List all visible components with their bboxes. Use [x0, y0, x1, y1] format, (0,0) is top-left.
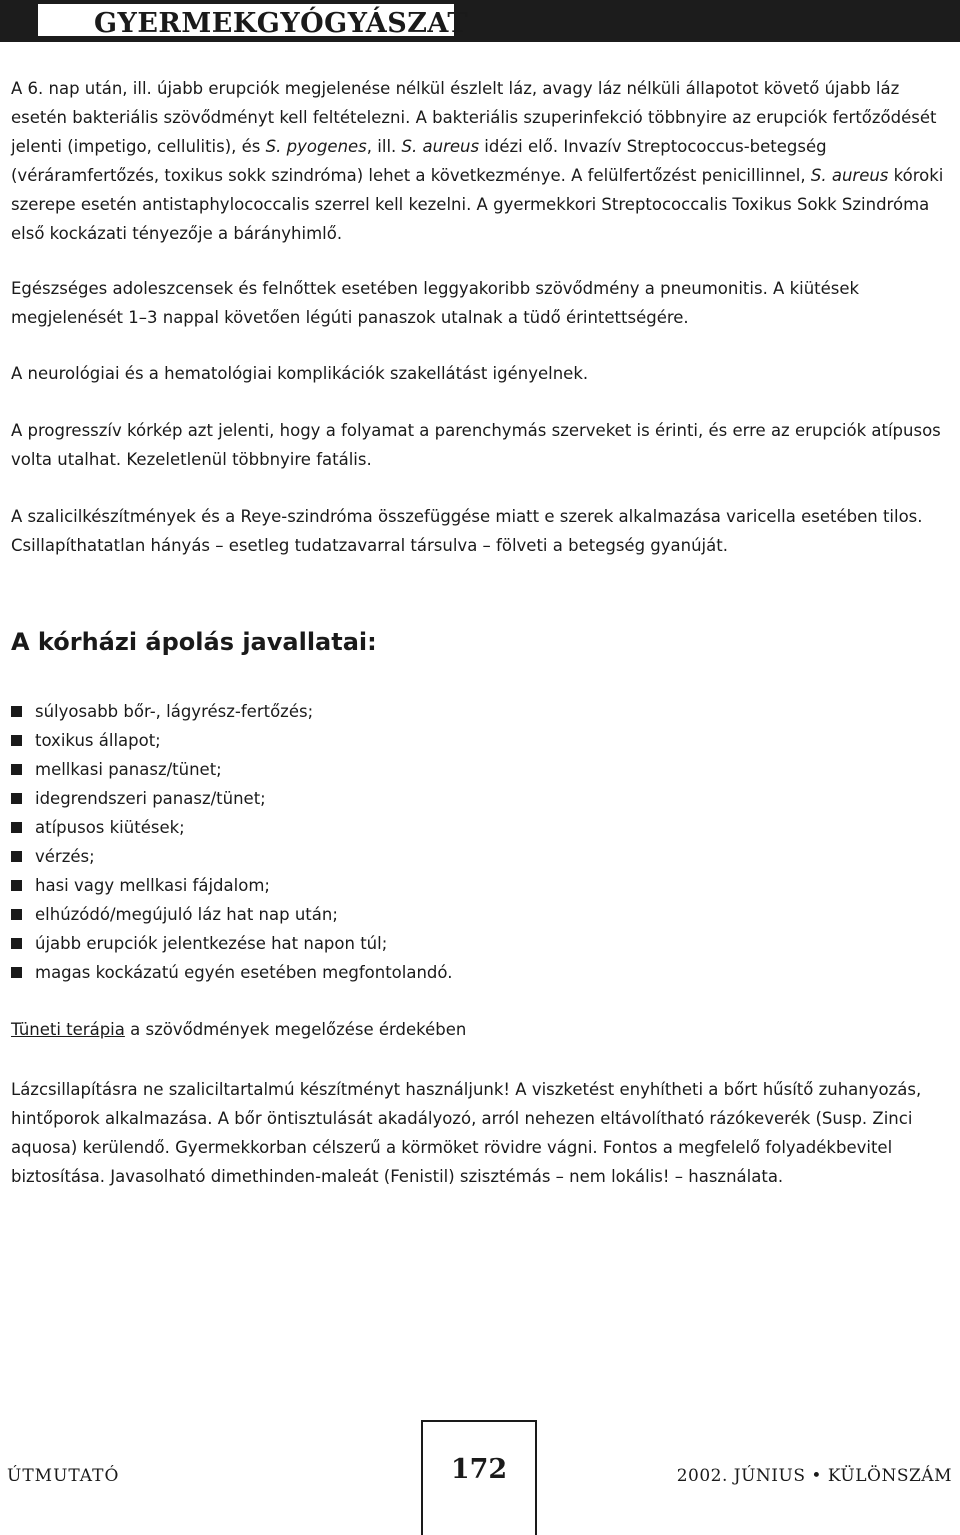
list-item: súlyosabb bőr-, lágyrész-fertőzés; — [11, 697, 946, 726]
paragraph-pneumonitis: Egészséges adoleszcensek és felnőttek esetében leggyakoribb szövődmény a pneumonitis. A kiütések megjelenését 1–3 nappal követően légúti panaszok utalnak a tüdő érintettségére. — [11, 279, 860, 327]
square-bullet-icon — [11, 851, 22, 862]
list-item: atípusos kiütések; — [11, 813, 946, 842]
square-bullet-icon — [11, 880, 22, 891]
list-item: elhúzódó/megújuló láz hat nap után; — [11, 900, 946, 929]
paragraph-progressive: A progresszív kórkép azt jelenti, hogy a folyamat a parenchymás szerveket is érinti, és erre az erupciók atípusos volta utalhat. Kezeletlenül többnyire fatális. — [11, 421, 941, 469]
indication-list — [11, 697, 946, 987]
list-item: magas kockázatú egyén esetében megfontolandó. — [11, 958, 946, 987]
section-title: A kórházi ápolás javallatai: — [11, 628, 377, 656]
footer-issue-date: 2002. JÚNIUS • KÜLÖNSZÁM — [676, 1466, 952, 1486]
main-content — [11, 74, 946, 1191]
square-bullet-icon — [11, 764, 22, 775]
list-item: mellkasi panasz/tünet; — [11, 755, 946, 784]
square-bullet-icon — [11, 938, 22, 949]
square-bullet-icon — [11, 909, 22, 920]
footer-journal-name: ÚTMUTATÓ — [7, 1466, 120, 1486]
square-bullet-icon — [11, 735, 22, 746]
paragraph-symptomatic-therapy: Lázcsillapításra ne szaliciltartalmú készítményt használjunk! A viszketést enyhítheti a bőrt hűsítő zuhanyozás, hintőporok alkalmazása. A bőr öntisztulását akadályozó, arról nehezen eltávolítható rázókeverék (Susp. Zinci aquosa) kerülendő. Gyermekkorban célszerű a körmöket rövidre vágni. Fontos a megfelelő folyadékbevitel biztosítása. Javasolható dimethinden-maleát (Fenistil) szisztémás – nem lokális! – használata. — [11, 1080, 922, 1186]
square-bullet-icon — [11, 822, 22, 833]
list-item: hasi vagy mellkasi fájdalom; — [11, 871, 946, 900]
list-item: vérzés; — [11, 842, 946, 871]
square-bullet-icon — [11, 706, 22, 717]
page-number-box — [421, 1420, 537, 1535]
list-item: újabb erupciók jelentkezése hat napon túl; — [11, 929, 946, 958]
list-item: toxikus állapot; — [11, 726, 946, 755]
page-number: 172 — [450, 1454, 508, 1485]
square-bullet-icon — [11, 793, 22, 804]
paragraph-reye-syndrome: A szalicilkészítmények és a Reye-szindróma összefüggése miatt e szerek alkalmazása varicella esetében tilos. Csillapíthatatlan hányás – esetleg tudatzavarral társulva – fölveti a betegség gyanúját. — [11, 507, 923, 555]
running-head-title: GYERMEKGYÓGYÁSZAT — [94, 8, 468, 39]
paragraph-bacterial-complications: A 6. nap után, ill. újabb erupciók megjelenése nélkül észlelt láz, avagy láz nélküli állapotot követő újabb láz esetén bakteriális szövődményt kell feltételezni. A bakteriális szuperinfekció többnyire az erupciók fertőződését jelenti (impetigo, cellulitis), és S. pyogenes, ill. S. aureus idézi elő. Invazív Streptococcus-betegség (véráramfertőzés, toxikus sokk szindróma) lehet a következménye. A felülfertőzést penicillinnel, S. aureus kóroki szerepe esetén antistaphylococcalis szerrel kell kezelni. A gyermekkori Streptococcalis Toxikus Sokk Szindróma első kockázati tényezője a bárányhimlő. — [11, 79, 944, 243]
paragraph-neurological: A neurológiai és a hematológiai komplikációk szakellátást igényelnek. — [11, 364, 589, 383]
list-item: idegrendszeri panasz/tünet; — [11, 784, 946, 813]
header-title-box — [38, 4, 468, 39]
therapy-heading: Tüneti terápia a szövődmények megelőzése érdekében — [11, 1020, 467, 1039]
square-bullet-icon — [11, 967, 22, 978]
